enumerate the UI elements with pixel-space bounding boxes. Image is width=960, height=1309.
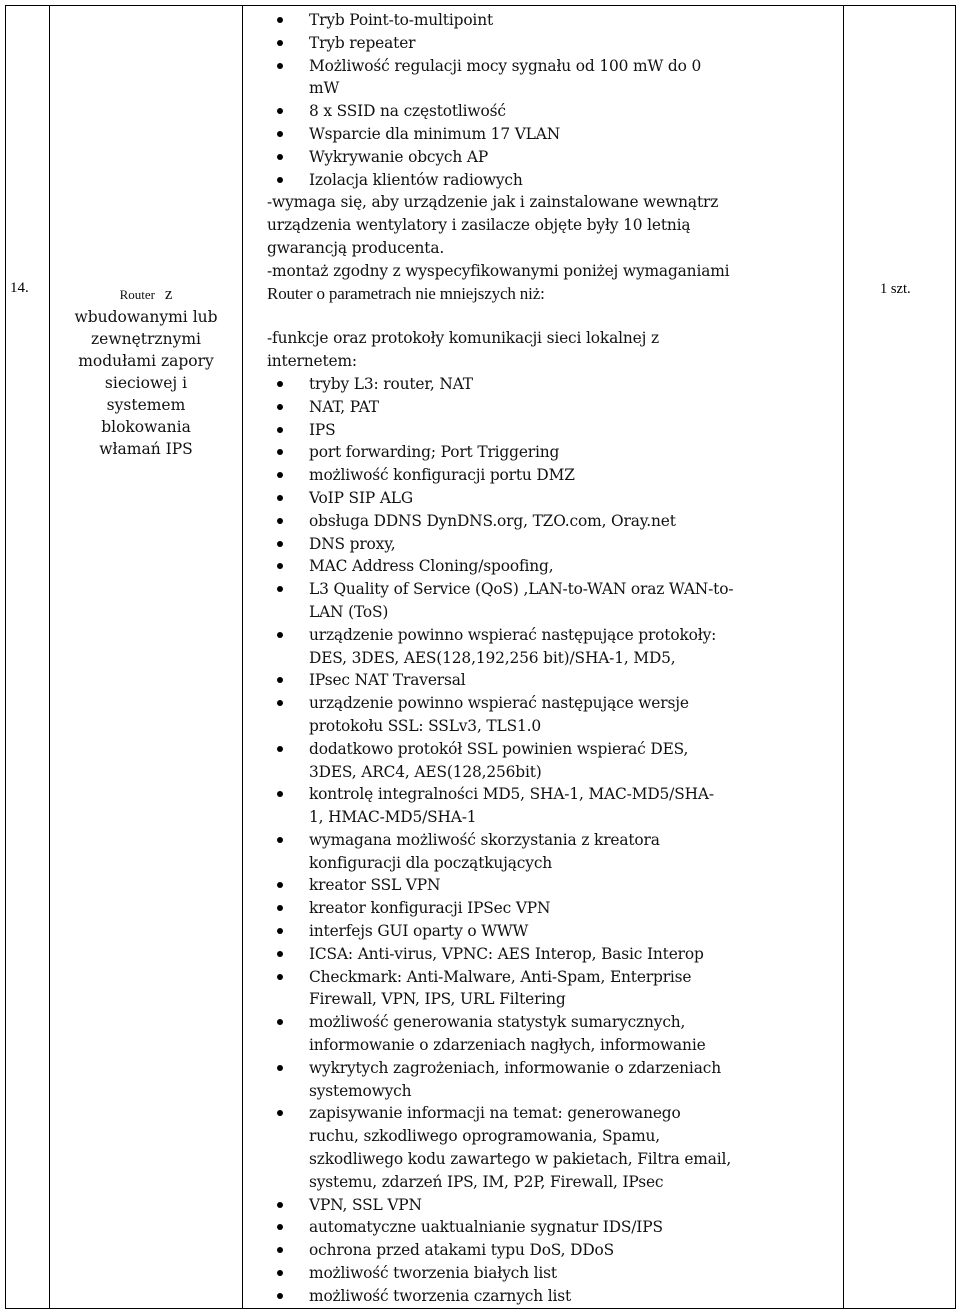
bullet-icon (277, 17, 283, 23)
item-name-line: zewnętrznymi (91, 330, 201, 348)
bullet-item-text: dodatkowo protokół SSL powinien wspierać DES, (309, 739, 689, 758)
bullet-item-text: port forwarding; Port Triggering (309, 443, 560, 462)
bullet-icon (277, 472, 283, 478)
bullet-icon (277, 791, 283, 797)
item-name-line: systemem (106, 396, 186, 414)
bullet-icon (277, 951, 283, 957)
specification-content (243, 6, 843, 1308)
quantity: 1 szt. (880, 281, 911, 297)
bullet-item-text: wymagana możliwość skorzystania z kreatora (309, 830, 660, 849)
bullet-item (267, 146, 839, 169)
bullet-item (267, 1262, 839, 1285)
item-name-z: z (164, 284, 173, 303)
bullet-item-text: protokołu SSL: SSLv3, TLS1.0 (309, 716, 542, 735)
bullet-item (267, 966, 839, 1012)
warranty-paragraph-line: gwarancją producenta. (267, 238, 445, 257)
bullet-item (267, 1216, 839, 1239)
specification-cell (243, 6, 844, 1309)
bullet-item-text: wykrytych zagrożeniach, informowanie o zdarzeniach (309, 1058, 721, 1077)
bullet-icon (277, 495, 283, 501)
bullet-icon (277, 677, 283, 683)
bullet-item (267, 100, 839, 123)
bullet-icon (277, 837, 283, 843)
bullet-item (267, 396, 839, 419)
bullet-item-text: VPN, SSL VPN (309, 1195, 422, 1214)
bullet-icon (277, 905, 283, 911)
bullet-icon (277, 928, 283, 934)
bullet-item (267, 624, 839, 670)
bottom-bullet-list (267, 373, 839, 1308)
bullet-item-text: kreator konfiguracji IPSec VPN (309, 899, 551, 918)
bullet-item (267, 373, 839, 396)
bullet-item (267, 874, 839, 897)
bullet-item-text: zapisywanie informacji na temat: generowanego (309, 1104, 681, 1123)
quantity-cell (844, 6, 956, 1309)
bullet-item-text: Możliwość regulacji mocy sygnału od 100 mW do 0 (309, 56, 702, 75)
item-name-cell (50, 6, 243, 1309)
bullet-icon (277, 700, 283, 706)
bullet-icon (277, 974, 283, 980)
bullet-item-text: Firewall, VPN, IPS, URL Filtering (309, 990, 566, 1009)
warranty-paragraph-line: urządzenia wentylatory i zasilacze objęte były 10 letnią (267, 216, 691, 235)
bullet-item (267, 441, 839, 464)
bullet-item-text: możliwość generowania statystyk sumarycznych, (309, 1013, 686, 1032)
bullet-item (267, 533, 839, 556)
row-number: 14. (10, 280, 29, 296)
bullet-item-text: systemu, zdarzeń IPS, IM, P2P, Firewall, IPsec (309, 1172, 664, 1191)
bullet-icon (277, 1065, 283, 1071)
item-name-line: blokowania (101, 418, 191, 436)
bullet-icon (277, 1224, 283, 1230)
bullet-item (267, 783, 839, 829)
router-params-heading: Router o parametrach nie mniejszych niż: (267, 283, 545, 303)
bullet-icon (277, 381, 283, 387)
bullet-item-text: VoIP SIP ALG (309, 488, 413, 507)
bullet-item-text: MAC Address Cloning/spoofing, (309, 557, 554, 576)
functions-intro-line: internetem: (267, 352, 357, 371)
bullet-icon (277, 404, 283, 410)
bullet-item-text: możliwość tworzenia białych list (309, 1264, 557, 1283)
bullet-item (267, 738, 839, 784)
item-name-line-first (50, 283, 242, 306)
bullet-item-text: IPS (309, 420, 336, 439)
bullet-icon (277, 1293, 283, 1299)
bullet-item-text: 3DES, ARC4, AES(128,256bit) (309, 762, 542, 781)
bullet-item-text: ochrona przed atakami typu DoS, DDoS (309, 1241, 615, 1260)
bullet-item (267, 920, 839, 943)
bullet-item (267, 897, 839, 920)
bullet-item (267, 829, 839, 875)
table-row (6, 6, 956, 1309)
bullet-icon (277, 154, 283, 160)
bullet-item-text: kontrolę integralności MD5, SHA-1, MAC-MD5/SHA- (309, 785, 714, 804)
bullet-item-text: L3 Quality of Service (QoS) ,LAN-to-WAN oraz WAN-to- (309, 580, 734, 599)
bullet-item-text: możliwość konfiguracji portu DMZ (309, 466, 575, 485)
item-name-router: Router (119, 287, 155, 302)
bullet-item (267, 1239, 839, 1262)
bullet-item (267, 1194, 839, 1217)
bullet-item-text: mW (309, 79, 340, 98)
row-number-cell (6, 6, 50, 1309)
mount-paragraph: -montaż zgodny z wyspecyfikowanymi poniżej wymaganiami (267, 261, 730, 280)
bullet-item-text: DNS proxy, (309, 534, 396, 553)
bullet-item (267, 692, 839, 738)
bullet-item-text: Wsparcie dla minimum 17 VLAN (309, 124, 561, 143)
bullet-item-text: obsługa DDNS DynDNS.org, TZO.com, Oray.net (309, 511, 676, 530)
bullet-icon (277, 541, 283, 547)
bullet-icon (277, 449, 283, 455)
bullet-item (267, 1057, 839, 1103)
bullet-item (267, 9, 839, 32)
functions-intro-line: -funkcje oraz protokoły komunikacji sieci lokalnej z (267, 329, 659, 348)
bullet-item-text: IPsec NAT Traversal (309, 671, 466, 690)
bullet-item-text: 1, HMAC-MD5/SHA-1 (309, 808, 477, 827)
bullet-item (267, 1285, 839, 1308)
bullet-icon (277, 427, 283, 433)
bullet-item-text: Tryb repeater (309, 33, 416, 52)
bullet-icon (277, 131, 283, 137)
bullet-item (267, 669, 839, 692)
bullet-item-text: urządzenie powinno wspierać następujące protokoły: (309, 625, 717, 644)
bullet-item (267, 510, 839, 533)
top-bullet-list (267, 9, 839, 191)
spacer (267, 305, 839, 327)
bullet-item (267, 123, 839, 146)
bullet-item (267, 555, 839, 578)
bullet-item (267, 1102, 839, 1193)
bullet-icon (277, 882, 283, 888)
bullet-icon (277, 1110, 283, 1116)
bullet-item-text: automatyczne uaktualnianie sygnatur IDS/IPS (309, 1218, 663, 1237)
bullet-item (267, 487, 839, 510)
bullet-item-text: Izolacja klientów radiowych (309, 170, 523, 189)
bullet-item-text: ruchu, szkodliwego oprogramowania, Spamu, (309, 1127, 661, 1146)
bullet-icon (277, 63, 283, 69)
bullet-item-text: Wykrywanie obcych AP (309, 147, 489, 166)
bullet-icon (277, 586, 283, 592)
bullet-item-text: możliwość tworzenia czarnych list (309, 1286, 572, 1305)
item-name-line: włamań IPS (99, 440, 193, 458)
specification-table (5, 5, 956, 1309)
bullet-item-text: kreator SSL VPN (309, 876, 441, 895)
bullet-item (267, 419, 839, 442)
bullet-item-text: informowanie o zdarzeniach nagłych, informowanie (309, 1036, 706, 1055)
bullet-item (267, 55, 839, 101)
bullet-icon (277, 1270, 283, 1276)
item-name-line: wbudowanymi lub (74, 308, 218, 326)
bullet-item-text: konfiguracji dla początkujących (309, 853, 553, 872)
bullet-item (267, 943, 839, 966)
bullet-icon (277, 1247, 283, 1253)
bullet-icon (277, 518, 283, 524)
bullet-item-text: DES, 3DES, AES(128,192,256 bit)/SHA-1, MD5, (309, 648, 676, 667)
bullet-item-text: NAT, PAT (309, 397, 379, 416)
bullet-icon (277, 746, 283, 752)
bullet-icon (277, 1019, 283, 1025)
item-name-line: sieciowej i (104, 374, 188, 392)
bullet-item (267, 32, 839, 55)
bullet-item-text: Checkmark: Anti-Malware, Anti-Spam, Enterprise (309, 967, 692, 986)
bullet-item-text: interfejs GUI oparty o WWW (309, 922, 529, 941)
warranty-paragraph-line: -wymaga się, aby urządzenie jak i zainstalowane wewnątrz (267, 193, 719, 212)
bullet-item-text: ICSA: Anti-virus, VPNC: AES Interop, Basic Interop (309, 944, 704, 963)
bullet-item (267, 464, 839, 487)
bullet-item-text: Tryb Point-to-multipoint (309, 11, 494, 29)
bullet-item-text: systemowych (309, 1081, 412, 1100)
bullet-icon (277, 108, 283, 114)
bullet-icon (277, 563, 283, 569)
bullet-item-text: urządzenie powinno wspierać następujące wersje (309, 694, 689, 713)
bullet-icon (277, 177, 283, 183)
bullet-item-text: 8 x SSID na częstotliwość (309, 102, 506, 121)
bullet-item (267, 1011, 839, 1057)
item-name-line: modułami zapory (78, 352, 214, 370)
bullet-icon (277, 1202, 283, 1208)
bullet-item (267, 169, 839, 192)
bullet-item-text: szkodliwego kodu zawartego w pakietach, Filtra email, (309, 1150, 732, 1169)
item-name (50, 283, 242, 460)
bullet-icon (277, 40, 283, 46)
bullet-item-text: tryby L3: router, NAT (309, 374, 473, 393)
bullet-icon (277, 632, 283, 638)
bullet-item (267, 578, 839, 624)
bullet-item-text: LAN (ToS) (309, 602, 389, 621)
